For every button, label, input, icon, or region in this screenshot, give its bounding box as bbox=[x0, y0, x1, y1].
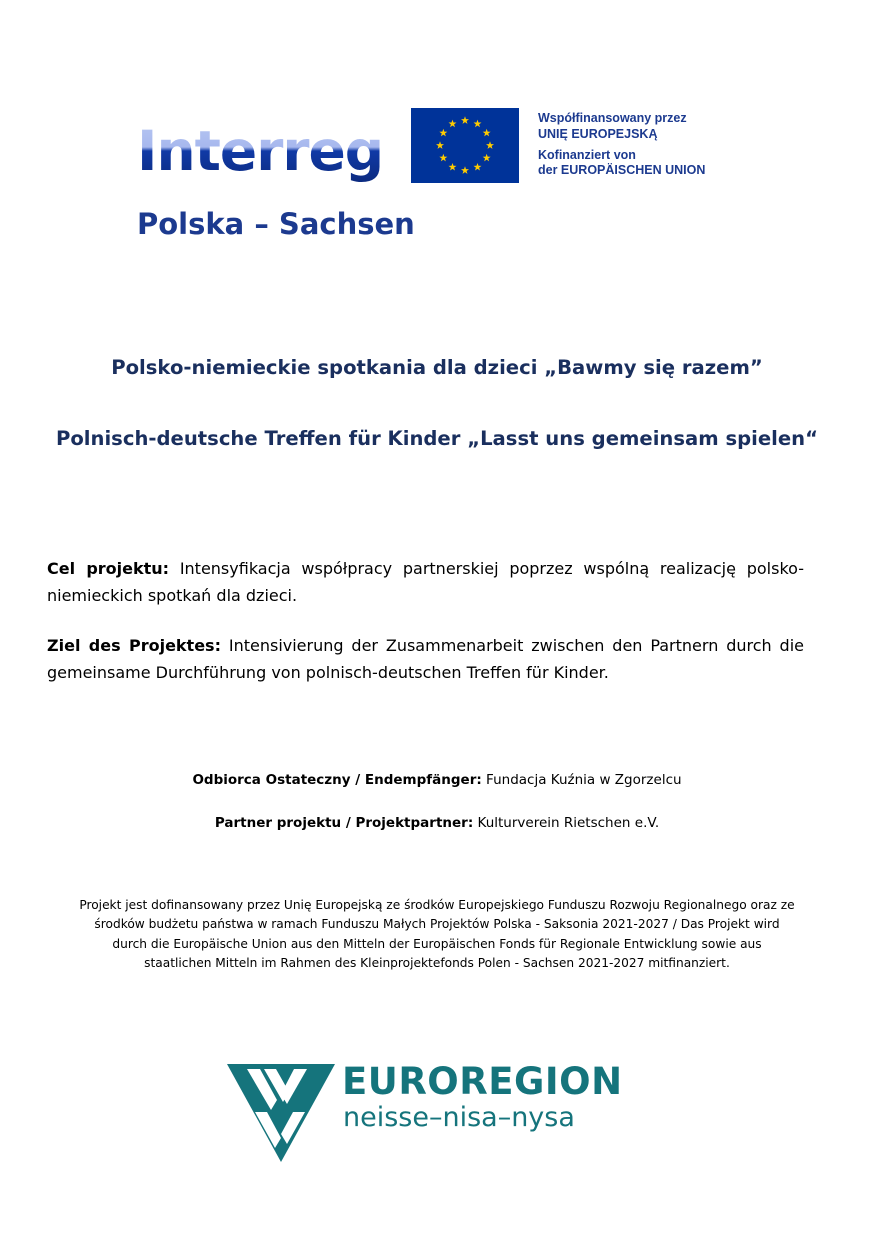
project-goal-de bbox=[47, 632, 804, 686]
interreg-wordmark: Interreg bbox=[137, 119, 384, 183]
goal-text-pl: Intensyfikacja współpracy partnerskiej poprzez wspólną realizację polsko-niemieckich spotkań dla dzieci. bbox=[47, 559, 804, 605]
eu-flag-icon bbox=[411, 108, 519, 183]
euroregion-subtitle: neisse–nisa–nysa bbox=[343, 1102, 575, 1133]
funding-note: Projekt jest dofinansowany przez Unię Europejską ze środków Europejskiego Funduszu Rozwoju Regionalnego oraz ze środków budżetu państwa w ramach Funduszu Małych Projektów Polska - Saksonia 2021-2027 / Das Projekt wird durch die Europäische Union aus den Mitteln der Europäischen Fonds für Regionale Entwicklung sowie aus staatlichen Mitteln im Rahmen des Kleinprojektefonds Polen - Sachsen 2021-2027 mitfinanziert. bbox=[79, 898, 795, 971]
partner-value: Kulturverein Rietschen e.V. bbox=[473, 815, 660, 831]
partner-label: Partner projektu / Projektpartner: bbox=[214, 815, 474, 831]
goal-label-pl: Cel projektu: bbox=[47, 559, 170, 578]
eu-line-1: Współfinansowany przez bbox=[538, 111, 687, 125]
eu-line-4: der EUROPÄISCHEN UNION bbox=[538, 163, 706, 178]
recipient-value: Fundacja Kuźnia w Zgorzelcu bbox=[481, 772, 682, 788]
project-partner bbox=[0, 813, 874, 833]
euroregion-title: EUROREGION bbox=[342, 1060, 623, 1103]
interreg-logo bbox=[137, 118, 382, 188]
goal-label-de: Ziel des Projektes: bbox=[47, 636, 221, 655]
eu-line-3: Kofinanziert von bbox=[538, 147, 636, 162]
eu-cofinance-label bbox=[538, 111, 758, 179]
recipient-label: Odbiorca Ostateczny / Endempfänger: bbox=[192, 772, 482, 788]
interreg-program-name: Polska – Sachsen bbox=[137, 207, 415, 241]
goal-text-de: Intensivierung der Zusammenarbeit zwischen den Partnern durch die gemeinsame Durchführung von polnisch-deutschen Treffen für Kinder. bbox=[47, 636, 804, 682]
project-title-de: Polnisch-deutsche Treffen für Kinder „Lasst uns gemeinsam spielen“ bbox=[55, 427, 819, 450]
final-recipient bbox=[0, 770, 874, 790]
eu-line-2: UNIĘ EUROPEJSKĄ bbox=[538, 126, 658, 141]
euroregion-logo-icon bbox=[227, 1064, 335, 1162]
project-goal-pl bbox=[47, 555, 804, 609]
project-title-pl: Polsko-niemieckie spotkania dla dzieci „Bawmy się razem” bbox=[111, 356, 763, 379]
